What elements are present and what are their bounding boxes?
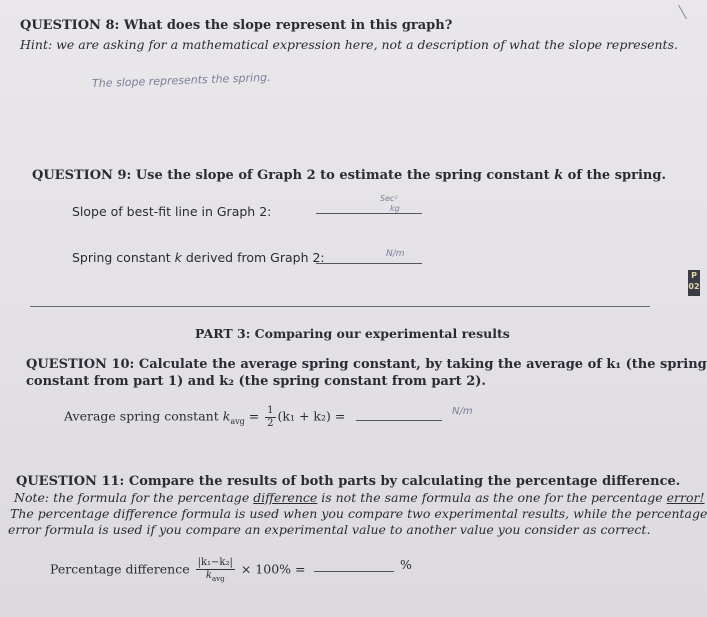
question-10-title-line1: QUESTION 10: Calculate the average spring constant, by taking the average of k₁ (the spring bbox=[26, 357, 707, 372]
average-formula: Average spring constant $k_{avg}$ = $\frac{1}{2}$ (k₁ + k₂) = bbox=[64, 405, 346, 429]
spring-constant-answer-blank[interactable] bbox=[316, 263, 422, 264]
spring-constant-label: Spring constant k derived from Graph 2: bbox=[72, 250, 325, 265]
spring-unit-handwritten: N/m bbox=[386, 249, 405, 259]
question-8-hint: Hint: we are asking for a mathematical expression here, not a description of what the slope represents. bbox=[20, 37, 678, 52]
question-8-handwritten-answer: The slope represents the spring. bbox=[91, 70, 271, 91]
question-8-title: QUESTION 8: What does the slope represent in this graph? bbox=[20, 18, 453, 33]
question-11-note-line2: The percentage difference formula is used when you compare two experimental results, while the percentage bbox=[10, 506, 707, 521]
question-11-title: QUESTION 11: Compare the results of both parts by calculating the percentage difference. bbox=[16, 474, 681, 489]
percentage-fraction: $\frac{\text{|k₁−k₂|}}{k_{avg}}$ bbox=[197, 557, 233, 583]
part-3-heading: PART 3: Comparing our experimental results bbox=[195, 326, 510, 341]
slope-label: Slope of best-fit line in Graph 2: bbox=[72, 204, 272, 219]
average-unit-handwritten: N/m bbox=[452, 406, 473, 417]
slope-answer-blank[interactable] bbox=[316, 213, 422, 214]
percentage-formula: Percentage difference $\frac{\text{|k₁−k₂|}}{k_{avg}}$ × 100% = bbox=[50, 557, 306, 583]
percentage-answer-blank[interactable] bbox=[314, 571, 394, 572]
slope-handwritten-answer: Sec² kg bbox=[380, 194, 400, 213]
question-10-title-line2: constant from part 1) and k₂ (the spring constant from part 2). bbox=[26, 374, 486, 389]
question-9-title: QUESTION 9: Use the slope of Graph 2 to estimate the spring constant k of the spring. bbox=[32, 168, 666, 183]
margin-corner-label: P 02 bbox=[688, 270, 700, 296]
section-divider bbox=[30, 306, 650, 307]
question-11-note-line3: error formula is used if you compare an experimental value to another value you consider as correct. bbox=[8, 522, 651, 537]
pen-mark bbox=[678, 5, 687, 19]
average-answer-blank[interactable] bbox=[356, 420, 442, 421]
percent-sign: % bbox=[400, 557, 412, 572]
half-fraction: $\frac{1}{2}$ bbox=[267, 405, 274, 429]
question-11-note-line1: Note: the formula for the percentage difference is not the same formula as the one for the percentage error! bbox=[14, 490, 705, 505]
